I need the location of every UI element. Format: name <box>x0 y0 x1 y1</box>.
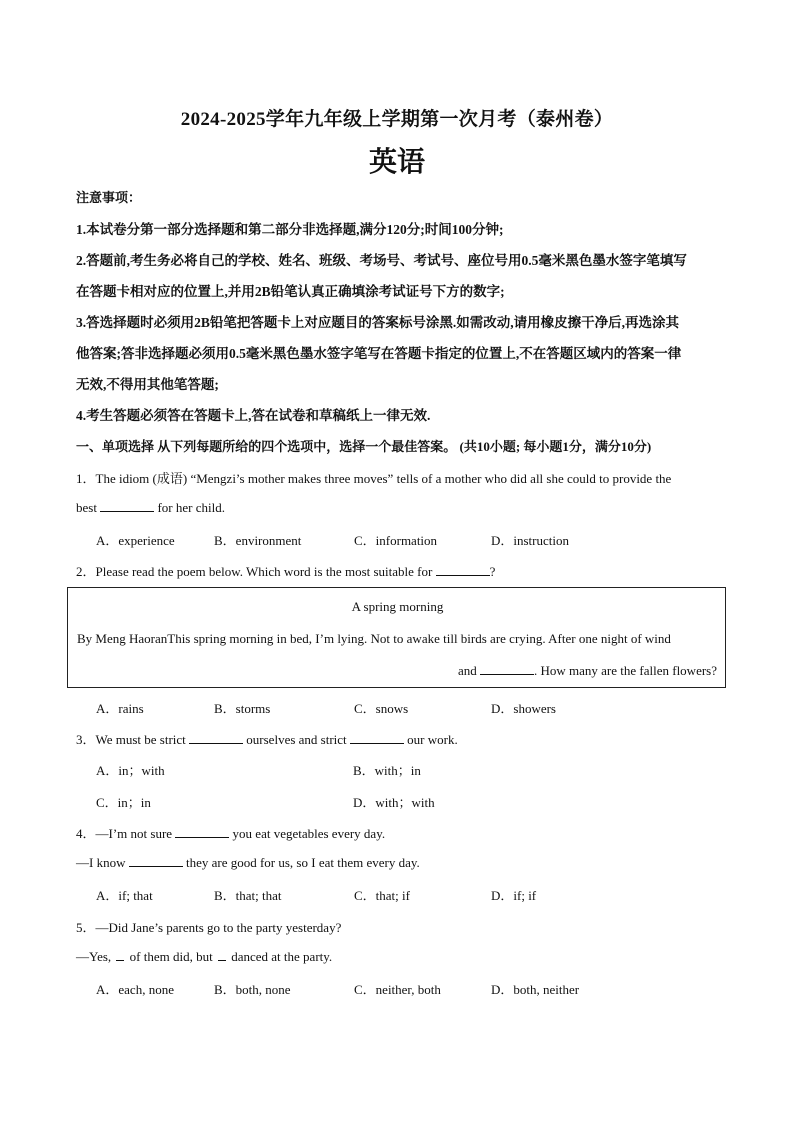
q2-stem-end: ? <box>489 564 496 579</box>
poem-line-1: By Meng HaoranThis spring morning in bed, I’m lying. Not to awake till birds are crying. After one night of wind <box>77 631 671 646</box>
question-2-stem <box>76 561 495 580</box>
question-4-line-1 <box>76 823 385 842</box>
q5-option-a: A．each, none <box>96 982 174 997</box>
poem-line-2 <box>458 662 717 679</box>
note-3-line-3: 无效,不得用其他笔答题; <box>76 377 219 392</box>
q2-option-b: B．storms <box>214 701 271 716</box>
q1-text-a: best <box>76 500 101 515</box>
q3-option-c: C．in；in <box>96 795 151 810</box>
question-1-line-1: 1．The idiom (成语) “Mengzi’s mother makes three moves” tells of a mother who did all she could to provide the <box>76 471 672 486</box>
exam-title: 2024-2025学年九年级上学期第一次月考（泰州卷） <box>180 109 614 130</box>
q1-option-b: B．environment <box>214 533 302 548</box>
q3-option-d: D．with；with <box>353 795 435 810</box>
q4-option-b: B．that; that <box>214 888 282 903</box>
poem-line-2-a: and <box>457 663 480 678</box>
q4-text-a: 4．—I’m not sure <box>76 826 176 841</box>
q4-option-a: A．if; that <box>96 888 153 903</box>
answer-blank <box>436 563 490 576</box>
q5-option-d: D．both, neither <box>491 982 580 997</box>
q1-text-b: for her child. <box>154 500 225 515</box>
note-3-line-2: 他答案;答非选择题必须用0.5毫米黑色墨水签字笔写在答题卡指定的位置上,不在答题区域内的答案一律 <box>76 346 682 361</box>
poem-box <box>67 587 726 688</box>
q3-text-c: our work. <box>403 732 458 747</box>
answer-blank <box>480 662 534 675</box>
note-2-line-2: 在答题卡相对应的位置上,并用2B铅笔认真正确填涂考试证号下方的数字; <box>76 284 505 299</box>
q2-option-c: C．snows <box>354 701 409 716</box>
q3-text-a: 3．We must be strict <box>76 732 190 747</box>
q5-text-c: danced at the party. <box>227 949 333 964</box>
q4-text-d: they are good for us, so I eat them every day. <box>182 855 420 870</box>
note-4: 4.考生答题必须答在答题卡上,答在试卷和草稿纸上一律无效. <box>76 408 431 423</box>
q4-option-d: D．if; if <box>491 888 537 903</box>
q2-option-a: A．rains <box>96 701 144 716</box>
q1-option-a: A．experience <box>96 533 175 548</box>
notes-heading: 注意事项： <box>76 190 142 205</box>
q2-stem-text: 2．Please read the poem below. Which word is the most suitable for <box>76 564 436 579</box>
q3-option-a: A．in；with <box>96 763 165 778</box>
q1-option-c: C．information <box>354 533 438 548</box>
answer-blank <box>100 499 154 512</box>
question-5-line-2 <box>76 948 332 965</box>
q5-option-c: C．neither, both <box>354 982 441 997</box>
q3-text-b: ourselves and strict <box>243 732 350 747</box>
section-heading: 一、单项选择 从下列每题所给的四个选项中，选择一个最佳答案。 (共10小题; 每小题1分，满分10分) <box>76 439 652 454</box>
answer-blank <box>175 825 229 838</box>
q2-option-d: D．showers <box>491 701 556 716</box>
answer-blank <box>116 948 124 961</box>
q3-option-b: B．with；in <box>353 763 421 778</box>
note-1: 1.本试卷分第一部分选择题和第二部分非选择题,满分120分;时间100分钟; <box>76 222 504 237</box>
q4-option-c: C．that; if <box>354 888 410 903</box>
q5-text-a: —Yes, <box>76 949 115 964</box>
answer-blank <box>129 854 183 867</box>
note-2-line-1: 2.答题前,考生务必将自己的学校、姓名、班级、考场号、考试号、座位号用0.5毫米黑色墨水签字笔填写 <box>76 253 687 268</box>
question-1-line-2 <box>76 499 225 516</box>
answer-blank <box>350 731 404 744</box>
q1-option-d: D．instruction <box>491 533 569 548</box>
question-3-stem <box>76 729 458 748</box>
note-3-line-1: 3.答选择题时必须用2B铅笔把答题卡上对应题目的答案标号涂黑.如需改动,请用橡皮擦干净后,再选涂其 <box>76 315 680 330</box>
question-5-line-1: 5．—Did Jane’s parents go to the party yesterday? <box>76 920 342 935</box>
poem-title: A spring morning <box>351 599 444 614</box>
q4-text-b: you eat vegetables every day. <box>229 826 386 841</box>
q4-text-c: —I know <box>76 855 129 870</box>
subject-title: 英语 <box>368 145 425 178</box>
answer-blank <box>218 948 226 961</box>
question-4-line-2 <box>76 854 420 871</box>
q5-text-b: of them did, but <box>126 949 216 964</box>
answer-blank <box>189 731 243 744</box>
poem-line-2-b: . How many are the fallen flowers? <box>533 663 717 678</box>
q5-option-b: B．both, none <box>214 982 291 997</box>
